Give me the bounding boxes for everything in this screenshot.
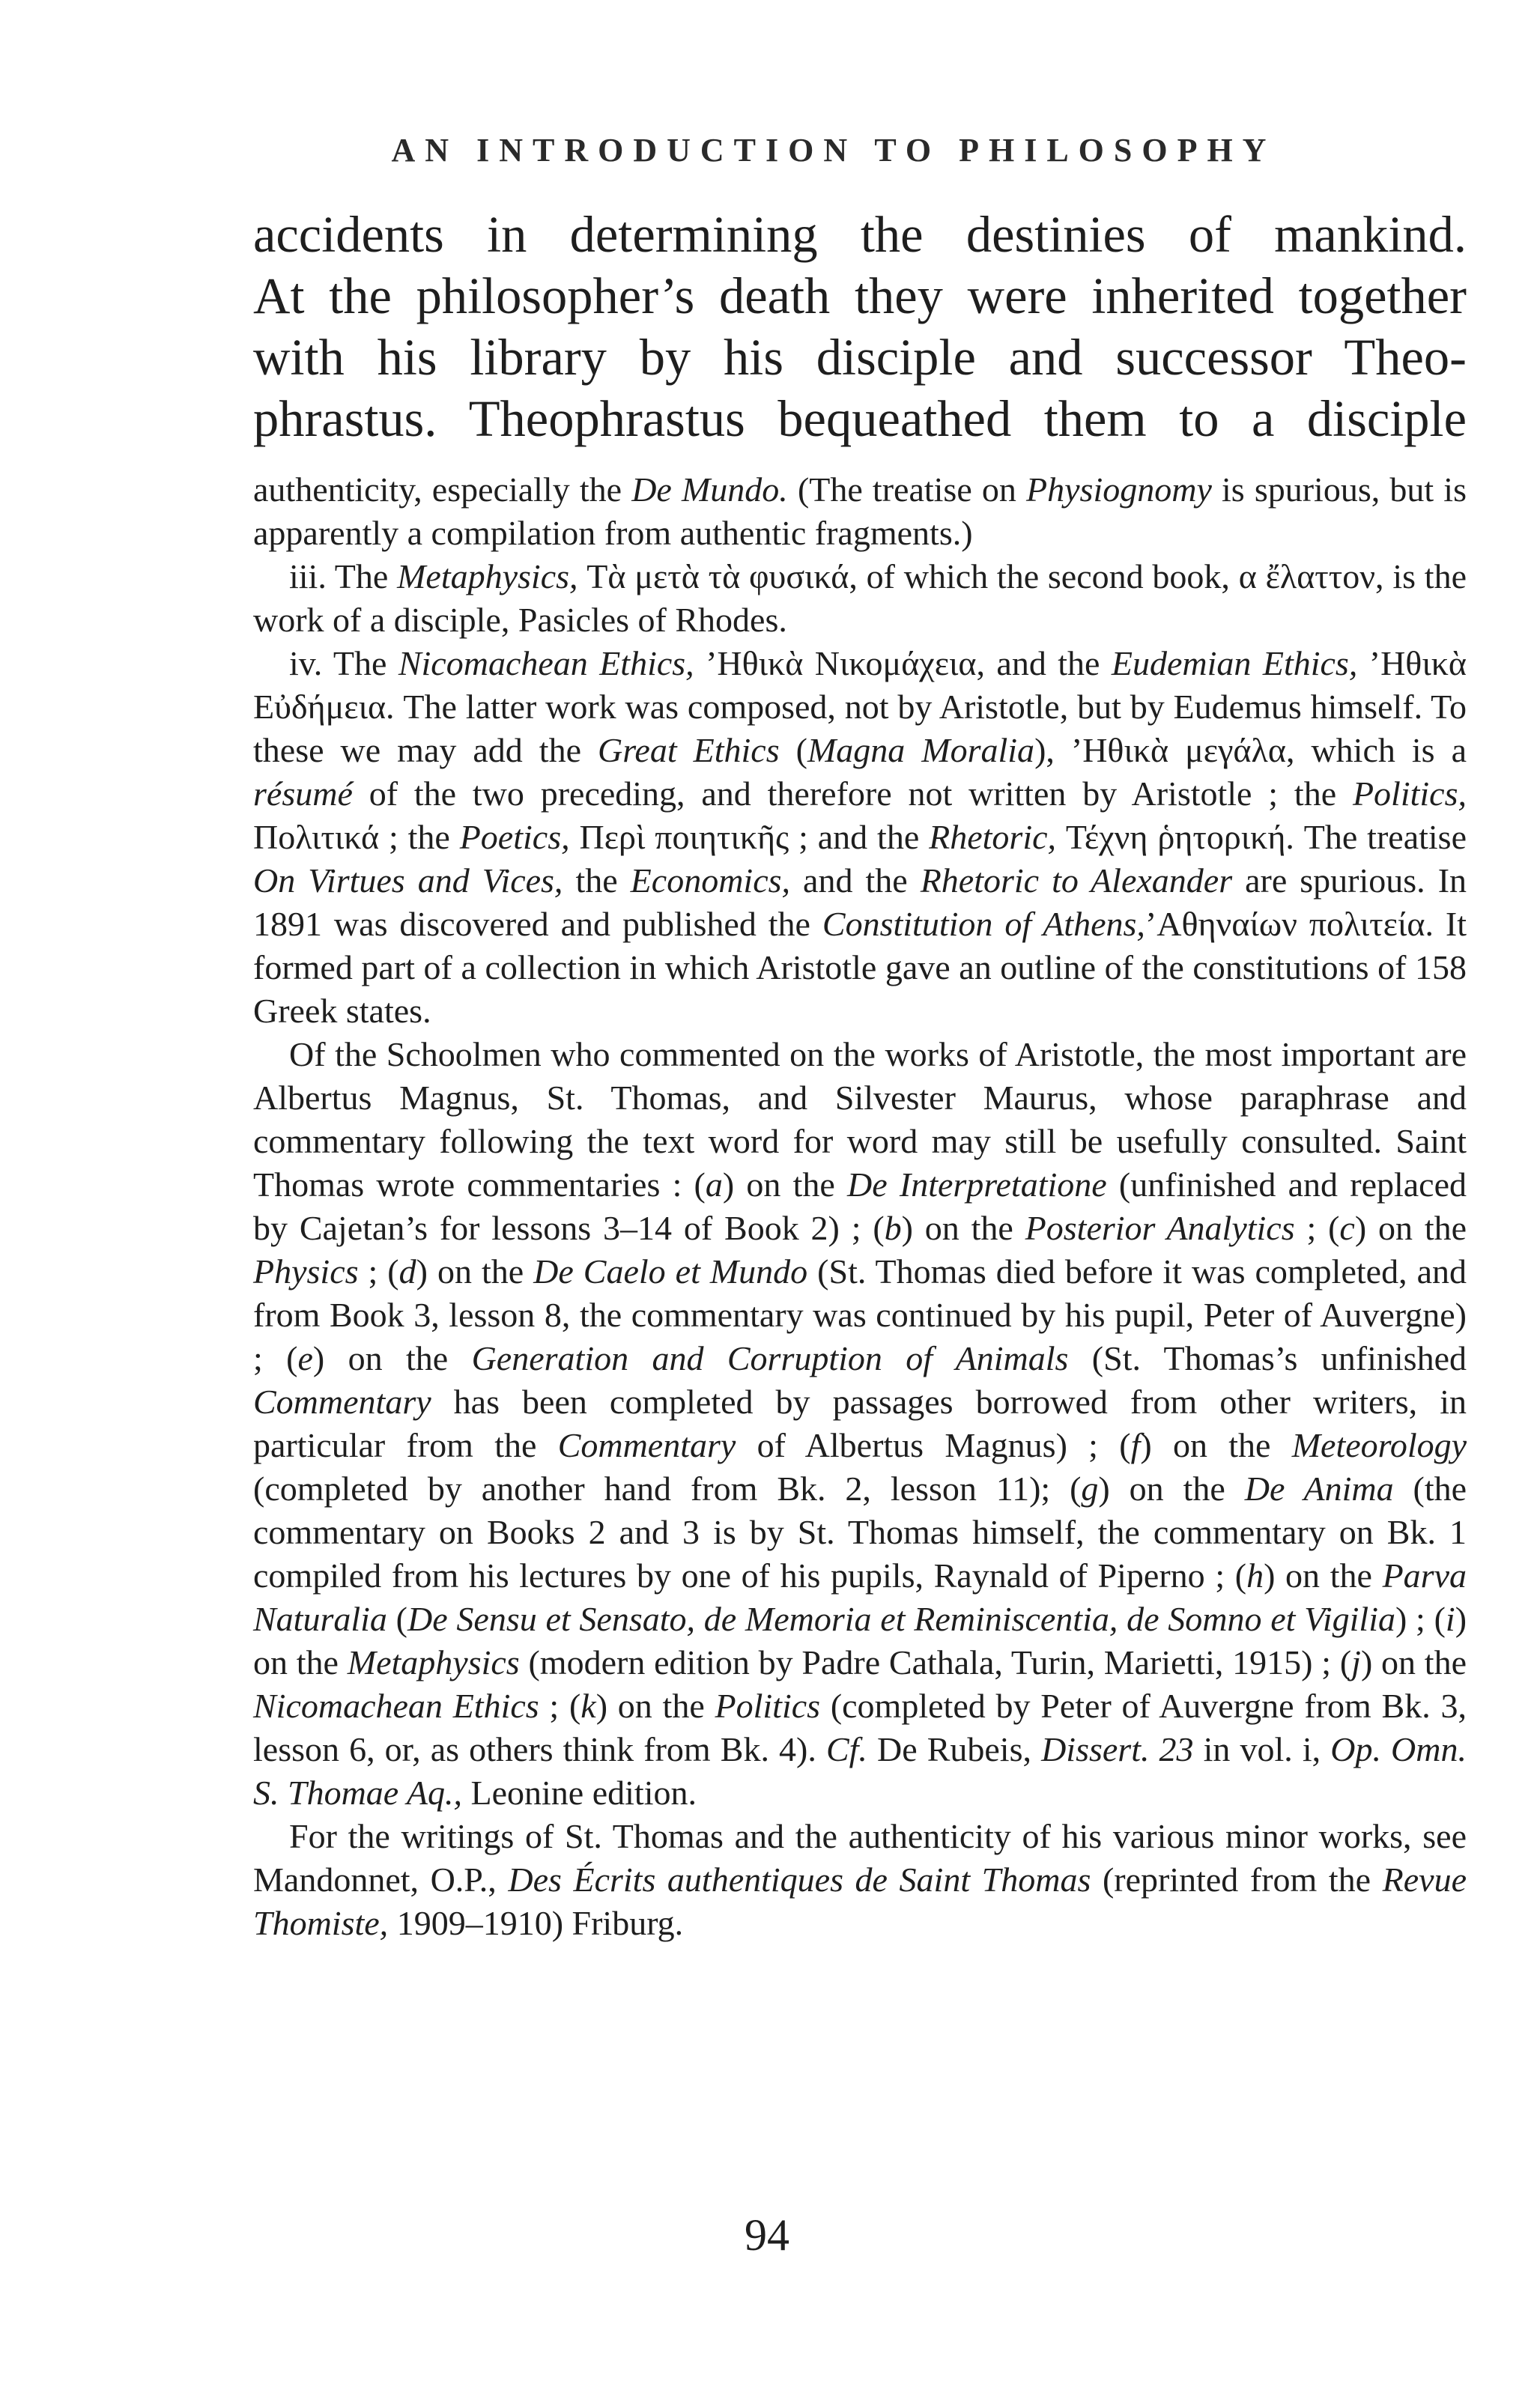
list-marker: k xyxy=(580,1687,596,1725)
title-italic: Commentary xyxy=(253,1383,431,1421)
title-italic: Magna Moralia xyxy=(807,731,1035,769)
title-italic: Physiognomy xyxy=(1026,470,1212,509)
list-marker: a xyxy=(705,1165,723,1204)
title-italic: De Anima xyxy=(1244,1470,1394,1508)
main-text-line: phrastus. Theophrastus bequeathed them to a disciple xyxy=(253,390,1467,447)
running-head: AN INTRODUCTION TO PHILOSOPHY xyxy=(391,132,1276,169)
main-text-line: with his library by his disciple and successor Theo- xyxy=(253,329,1467,386)
title-italic: De Caelo et Mundo xyxy=(533,1252,808,1291)
list-marker: j xyxy=(1351,1643,1361,1681)
title-italic: Nicomachean Ethics, xyxy=(398,644,694,682)
page-number: 94 xyxy=(745,2210,789,2260)
title-italic: Poetics, xyxy=(459,818,570,856)
title-italic: Politics xyxy=(715,1687,821,1725)
title-italic: Op. Omn. S. Thomae Aq., xyxy=(253,1730,1467,1812)
list-marker: e xyxy=(297,1339,313,1377)
note-paragraph: For the writings of St. Thomas and the authenticity of his various minor works, see Mandonnet, O.P., Des Écrits authentiques de Saint Thomas (reprinted from the Revue Thomiste, 1909–1910) Friburg. xyxy=(253,1817,1467,1942)
title-italic: résumé xyxy=(253,774,353,813)
title-italic: Metaphysics xyxy=(347,1643,520,1681)
list-marker: g xyxy=(1081,1470,1099,1508)
title-italic: Revue Thomiste, xyxy=(253,1860,1467,1942)
note-paragraph: iii. The Metaphysics, Τὰ μετὰ τὰ φυσικά, of which the second book, α ἔλαττον, is the work of a disciple, Pasicles of Rhodes. xyxy=(253,557,1467,639)
title-italic: Rhetoric to Alexander xyxy=(920,861,1233,900)
list-marker: f xyxy=(1130,1426,1141,1464)
title-italic: Meteorology xyxy=(1291,1426,1467,1464)
title-italic: Parva Naturalia xyxy=(253,1556,1467,1638)
note-paragraph: Of the Schoolmen who commented on the works of Aristotle, the most important are Albertus Magnus, St. Thomas, and Silvester Maurus, whose paraphrase and commentary following the text word for word may still be usefully consulted. Saint Thomas wrote commentaries : (a) on the De Interpretatione (unfinished and replaced by Cajetan’s for lessons 3–14 of Book 2) ; (b) on the Posterior Analytics ; (c) on the Physics ; (d) on the De Caelo et Mundo (St. Thomas died before it was completed, and from Book 3, lesson 8, the commentary was continued by his pupil, Peter of Auvergne) ; (e) on the Generation and Corruption of Animals (St. Thomas’s unfinished Commentary has been completed by passages borrowed from other writers, in particular from the Commentary of Albertus Magnus) ; (f) on the Meteorology (completed by another hand from Bk. 2, lesson 11); (g) on the De Anima (the commentary on Books 2 and 3 is by St. Thomas himself, the commentary on Bk. 1 compiled from his lectures by one of his pupils, Raynald of Piperno ; (h) on the Parva Naturalia (De Sensu et Sensato, de Memoria et Reminiscentia, de Somno et Vigilia) ; (i) on the Metaphysics (modern edition by Padre Cathala, Turin, Marietti, 1915) ; (j) on the Nicomachean Ethics ; (k) on the Politics (completed by Peter of Auvergne from Bk. 3, lesson 6, or, as others think from Bk. 4). Cf. De Rubeis, Dissert. 23 in vol. i, Op. Omn. S. Thomae Aq., Leonine edition. xyxy=(253,1035,1467,1812)
title-italic: Metaphysics, xyxy=(397,557,578,595)
title-italic: Economics, xyxy=(630,861,791,900)
note-paragraph: authenticity, especially the De Mundo. (The treatise on Physiognomy is spurious, but is apparently a compilation from authentic fragments.) xyxy=(253,470,1467,552)
title-italic: De Sensu et Sensato, de Memoria et Reminiscentia, de Somno et Vigilia xyxy=(407,1600,1395,1638)
title-italic: Constitution of Athens, xyxy=(822,905,1145,943)
title-italic: Generation and Corruption of Animals xyxy=(471,1339,1069,1377)
title-italic: Des Écrits authentiques de Saint Thomas xyxy=(508,1860,1091,1899)
title-italic: Dissert. 23 xyxy=(1041,1730,1194,1768)
title-italic: Politics, xyxy=(1352,774,1467,813)
main-text-line: accidents in determining the destinies of mankind. xyxy=(253,206,1467,263)
list-marker: c xyxy=(1339,1209,1355,1247)
title-italic: De Interpretatione xyxy=(847,1165,1107,1204)
title-italic: De Mundo. xyxy=(631,470,788,509)
list-marker: h xyxy=(1246,1556,1264,1595)
title-italic: Posterior Analytics xyxy=(1025,1209,1295,1247)
list-marker: d xyxy=(398,1252,416,1291)
list-marker: b xyxy=(884,1209,902,1247)
title-italic: Cf. xyxy=(825,1730,867,1768)
main-text-line: At the philosopher’s death they were inherited together xyxy=(253,267,1467,324)
note-paragraph: iv. The Nicomachean Ethics, ’Ηθικὰ Νικομάχεια, and the Eudemian Ethics, ’Ηθικὰ Εὐδήμεια. The latter work was composed, not by Aristotle, but by Eudemus himself. To these we may add the Great Ethics (Magna Moralia), ’Ηθικὰ μεγάλα, which is a résumé of the two preceding, and therefore not written by Aristotle ; the Politics, Πολιτικά ; the Poetics, Περὶ ποιητικῆς ; and the Rhetoric, Τέχνη ῥητορική. The treatise On Virtues and Vices, the Economics, and the Rhetoric to Alexander are spurious. In 1891 was discovered and published the Constitution of Athens,’Αθηναίων πολιτεία. It formed part of a collection in which Aristotle gave an outline of the constitutions of 158 Greek states. xyxy=(253,644,1467,1030)
title-italic: Eudemian Ethics, xyxy=(1111,644,1358,682)
title-italic: Rhetoric, xyxy=(929,818,1057,856)
title-italic: On Virtues and Vices, xyxy=(253,861,563,900)
title-italic: Nicomachean Ethics xyxy=(253,1687,539,1725)
title-italic: Commentary xyxy=(557,1426,736,1464)
list-marker: i xyxy=(1445,1600,1455,1638)
main-text xyxy=(253,204,1467,449)
notes-section xyxy=(253,468,1467,1945)
title-italic: Physics xyxy=(253,1252,359,1291)
title-italic: Great Ethics xyxy=(598,731,780,769)
